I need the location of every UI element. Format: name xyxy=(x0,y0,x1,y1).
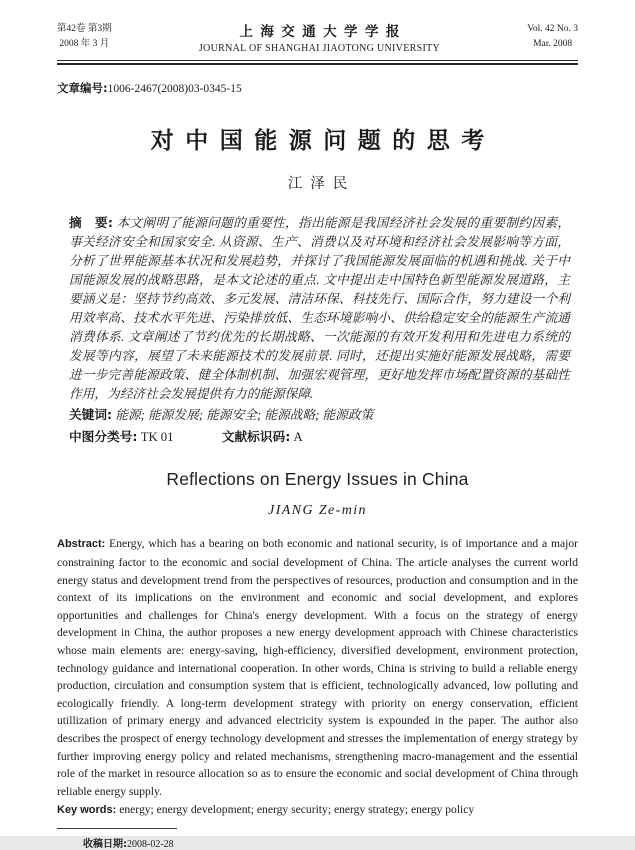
abstract-en-label: Abstract: xyxy=(57,538,106,551)
header-rule xyxy=(57,60,578,65)
footnote-received-line xyxy=(57,835,578,850)
keywords-en-line xyxy=(57,801,578,820)
issue-date-cn: 2008 年 3 月 xyxy=(59,39,110,49)
abstract-cn-text: 本文阐明了能源问题的重要性，指出能源是我国经济社会发展的重要制约因素，事关经济安全和国家安全. 从资源、生产、消费以及对环境和经济社会发展影响等方面，分析了世界能源基本状况和发展趋势，并探讨了我国能源发展面临的机遇和挑战. 关于中国能源发展的战略思路，是本文论述的重点. 文中提出走中国特色新型能源发展道路，主要涵义是：坚持节约高效、多元发展、清洁环保、科技先行、国际合作，努力建设一个利用效率高、技术水平先进、污染排放低、生态环境影响小、供给稳定安全的能源生产流通消费体系. 文章阐述了节约优先的长期战略、一次能源的有效开发利用和先进电力系统的发展等内容，展望了未来能源技术的发展前景. 同时，还提出实施好能源发展战略，需要进一步完善能源政策、健全体制机制、加强宏观管理，更好地发挥市场配置资源的基础性作用，为经济社会发展提供有力的能源保障. xyxy=(69,216,571,402)
journal-name-cn: 上海交通大学学报 xyxy=(239,24,407,39)
abstract-cn-label: 摘 要: xyxy=(69,215,113,231)
abstract-en-text: Energy, which has a bearing on both economic and national security, is of importance and a major constraining factor to the economic and social development of China. The article analyses the current world energy status and development trend from the perspectives of resources, production and consumption and in the context of its implications on the environment and economic and social development, and explores opportunities and challenges for China's energy development. With a focus on the strategy of energy development in China, the author proposes a new energy development approach with Chinese characteristics whose main elements are: energy-saving, high-efficiency, diversified development, environment protection, technology guidance and international cooperation. In other words, China is striving to build a reliable energy production, circulation and consumption system that is efficient, technologically advanced, low polluting and ecologically friendly. A long-term development strategy with priority on energy conservation, efficient utillization of primary energy and advanced electricity system is expounded in the paper. The author also describes the prospect of energy technology development and stresses the implementation of energy strategy by further improving energy policy and related mechanisms, strengthening macro-management and the essential role of the market in resource allocation so as to ensure the economic and social development of China through reliable energy supply. xyxy=(57,537,578,798)
journal-name-block xyxy=(112,20,528,54)
clc-line xyxy=(69,427,570,447)
article-number-label: 文章编号: xyxy=(57,81,108,96)
keywords-cn-label: 关键词: xyxy=(69,407,113,423)
article-title-en: Reflections on Energy Issues in China xyxy=(166,469,469,490)
abstract-en xyxy=(57,535,578,800)
article-number-value: 1006-2467(2008)03-0345-15 xyxy=(107,83,242,96)
received-date-value: 2008-02-28 xyxy=(127,838,174,850)
keywords-en-text: energy; energy development; energy security; energy strategy; energy policy xyxy=(119,803,475,817)
keywords-cn-line xyxy=(69,405,570,425)
abstract-cn xyxy=(69,213,570,404)
issue-volume-en: Vol. 42 No. 3 xyxy=(527,24,578,35)
issue-volume-cn: 第42卷 第3期 xyxy=(57,24,112,35)
keywords-en-label: Key words: xyxy=(57,804,117,817)
received-date-label: 收稿日期: xyxy=(83,838,127,850)
issue-info xyxy=(57,22,112,51)
footnote-rule xyxy=(57,828,177,829)
article-number-line xyxy=(57,80,578,96)
doc-code-value: A xyxy=(293,430,303,445)
issue-date-en: Mar. 2008 xyxy=(533,39,573,49)
clc-value: TK 01 xyxy=(140,430,174,445)
doc-code-label: 文献标识码: xyxy=(221,429,291,445)
journal-name-en: JOURNAL OF SHANGHAI JIAOTONG UNIVERSITY xyxy=(198,43,441,54)
keywords-cn-text: 能源; 能源发展; 能源安全; 能源战略; 能源政策 xyxy=(115,408,374,423)
clc-label: 中图分类号: xyxy=(69,429,138,445)
article-author-en: JIANG Ze-min xyxy=(268,503,367,519)
article-title-cn: 对中国能源问题的思考 xyxy=(150,128,496,155)
journal-header xyxy=(57,20,578,54)
issue-info-en xyxy=(527,22,578,51)
article-author-cn: 江泽民 xyxy=(287,176,356,193)
